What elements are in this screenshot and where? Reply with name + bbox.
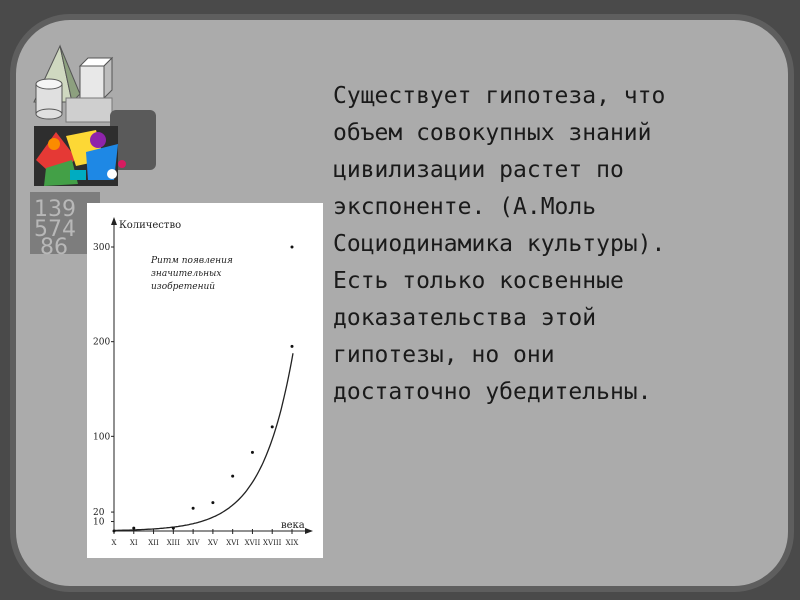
cube-icon xyxy=(80,58,112,98)
data-point xyxy=(251,451,254,454)
y-tick-label: 10 xyxy=(93,517,105,528)
y-axis-arrow xyxy=(111,217,117,225)
colorful-collage-icon xyxy=(34,126,126,186)
svg-text:86: 86 xyxy=(40,235,68,260)
annotation-line: значительных xyxy=(151,269,222,279)
x-tick-label: XV xyxy=(207,539,218,547)
x-tick-label: XI xyxy=(129,539,138,547)
svg-text:574: 574 xyxy=(34,217,76,242)
data-point xyxy=(113,530,116,533)
x-tick-label: XVIII xyxy=(263,539,282,547)
data-point xyxy=(132,527,135,530)
x-axis-arrow xyxy=(305,528,313,534)
svg-text:139: 139 xyxy=(34,197,76,222)
data-point xyxy=(172,527,175,530)
data-point xyxy=(291,246,294,249)
annotation-line: изобретений xyxy=(151,282,216,292)
annotation-line: Ритм появления xyxy=(151,256,233,266)
chart-annotation xyxy=(150,256,233,292)
chart-card xyxy=(87,203,323,558)
x-tick-label: XII xyxy=(148,539,159,547)
growth-chart xyxy=(87,203,323,558)
x-tick-label: X xyxy=(111,539,117,547)
data-point xyxy=(211,501,214,504)
x-tick-label: XVI xyxy=(226,539,240,547)
data-point xyxy=(291,345,294,348)
x-tick-label: XIX xyxy=(285,539,299,547)
x-tick-label: XIV xyxy=(186,539,200,547)
data-point xyxy=(192,507,195,510)
data-point xyxy=(271,425,274,428)
data-point xyxy=(231,475,234,478)
trend-curve xyxy=(114,353,293,530)
x-tick-label: XIII xyxy=(166,539,180,547)
y-tick-label: 200 xyxy=(93,337,111,348)
y-axis-label: Количество xyxy=(119,220,182,231)
y-tick-label: 100 xyxy=(93,432,111,443)
slide-body-text: Существует гипотеза, что объем совокупных знаний цивилизации растет по экспоненте. (А.Моль Социодинамика культуры). Есть только косвенные доказательства этой гипотезы, но они достаточно убедительны. xyxy=(333,83,666,405)
cylinder-icon xyxy=(36,79,62,119)
x-tick-label: XVII xyxy=(244,539,261,547)
y-tick-label: 300 xyxy=(93,243,111,253)
x-axis-label: века xyxy=(281,520,305,531)
y-tick-label: 20 xyxy=(93,508,105,519)
